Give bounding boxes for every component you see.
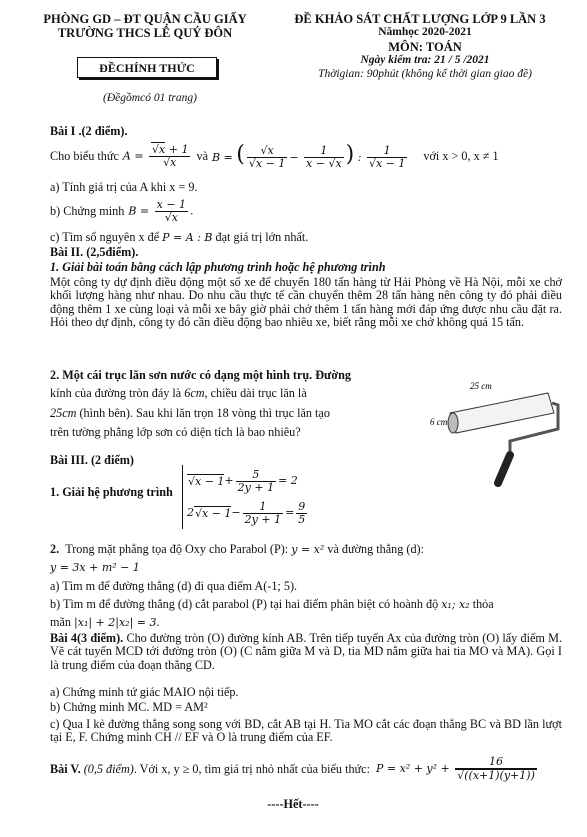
bai1-question-b — [50, 197, 194, 225]
bai3-q1 — [50, 485, 173, 500]
exam-duration: Thờigian: 90phút (không kể thời gian giao đề) — [318, 68, 532, 80]
bai1-question-a: a) Tính giá trị của A khi x = 9. — [50, 180, 198, 194]
bai3-q2b-text: b) Tìm m để đường thẳng (d) cắt parabol (P) tại hai điểm phân biệt có hoành độ — [50, 597, 439, 611]
expr-P-min: P = x² + y² + $\frac{16}{√((x+1)(y+1))}$ — [375, 755, 535, 782]
expr-P: P = A : B — [162, 231, 213, 244]
bai4-text: Cho đường tròn (O) đường kính AB. Trên tiếp tuyến Ax của đường tròn (O) lấy điểm M. Vẽ cát tuyến MCD tới đường tròn (O) (C nằm giữa M và D, tia MD nằm giữa hai tia MO và MA). Gọi I là trung điểm của đoạn thẳng CD. — [50, 631, 563, 672]
bai2-title: Bài II. (2,5điểm). — [50, 245, 139, 259]
school-year: Nămhọc 2020-2021 — [378, 26, 472, 38]
bai3-q2-visible: Trong mặt phẳng tọa độ Oxy cho Parabol (P): — [62, 542, 289, 556]
expr-A: A = $\frac{√x + 1}{√x}$ — [122, 142, 189, 169]
bai1-qb-text: b) Chứng minh — [50, 203, 125, 218]
school-name: TRƯỜNG THCS LÊ QUÝ ĐÔN — [57, 26, 233, 40]
bai4-qc: c) Qua I kẻ đường thẳng song song với BD, cắt AB tại H. Tia MO cắt các đoạn thẳng BC và BD lần lượt tại E, F. Chứng minh CH // EF và O là trung điểm của EF. — [50, 717, 562, 745]
bai1-qc-end: đạt giá trị lớn nhất. — [215, 230, 309, 244]
bai1-and: và — [196, 148, 208, 163]
equation-system: √x − 1 + $\frac{5}{2y + 1}$ = 2 2 √x − 1 − $\frac{1}{2y + 1}$ = $\frac{9}{5}$ — [182, 465, 309, 529]
bai3-q2b — [50, 597, 494, 612]
bai2-p2-l1: 2. Một cái trục lăn sơn nước có dạng một hình trụ. Đường — [50, 368, 351, 382]
roller-cylinder-icon — [450, 393, 554, 433]
bai2-p2-l3b: (hình bên). Sau khi lăn trọn 18 vòng thì trục lăn tạo — [76, 406, 330, 420]
bai5-title: Bài V. — [50, 761, 81, 776]
bai3-q2a: a) Tìm m để đường thẳng (d) đi qua điểm A(-1; 5). — [50, 579, 298, 593]
roller-diameter-label: 6 cm — [430, 417, 448, 427]
bai3-q2b-end: thỏa — [472, 597, 494, 611]
exam-date: Ngày kiểm tra: 21 / 5 /2021 — [360, 54, 490, 66]
bai5-text: . Với x, y ≥ 0, tìm giá trị nhỏ nhất của biểu thức: — [133, 761, 370, 776]
line-eq: y = 3x + m² − 1 — [50, 561, 140, 574]
bai1-expressions — [50, 140, 499, 172]
bai1-title — [50, 124, 128, 139]
paint-roller-figure — [430, 375, 565, 485]
bai1-question-c — [50, 230, 308, 245]
roller-length-label: 25 cm — [470, 381, 492, 391]
bai2-problem1: Một công ty dự định điều động một số xe để chuyển 180 tấn hàng từ Hải Phòng về Hà Nội, mỗi xe chở khối lượng hàng như nhau. Do nhu cầu thực tế cần chuyển thêm 28 tấn hàng nên công ty đó phải điều động thêm 1 xe cùng loại và mỗi xe bây giờ phải chở thêm 1 tấn hàng mới đáp ứng được nhu cầu đặt ra. Hỏi theo dự định, công ty đó cần điều động bao nhiêu xe, biết rằng mỗi xe chở không quá 15 tấn. — [50, 275, 562, 329]
bai1-qc-text: c) Tìm số nguyên x để — [50, 230, 160, 244]
bai2-p2-line4: trên tường phẳng lớp sơn có diện tích là bao nhiêu? — [50, 425, 301, 439]
bai2-p2-l2m: 6cm — [184, 386, 205, 400]
bai4-qb: b) Chứng minh MC. MD = AM² — [50, 700, 208, 714]
bai3-title — [50, 453, 134, 468]
bai3-q2: 2. Trong mặt phẳng tọa độ Oxy cho Parabol (P): y = x² và đường thẳng (d): — [50, 542, 424, 556]
bai3-q1-text: 1. Giải hệ phương trình — [50, 485, 173, 499]
bai3-q2b-man: mãn — [50, 615, 71, 629]
roller-end-icon — [448, 413, 458, 433]
parabol-eq: y = x² — [291, 543, 325, 556]
expr-B: B = ( $\frac{√x}{√x - 1}$ − $\frac{1}{x - √x}$ ) : $\frac{1}{√x - 1}$ — [212, 141, 406, 171]
abs-condition: |x₁| + 2|x₂| = 3 — [74, 616, 157, 629]
bai4-title: Bài 4(3 điểm). — [50, 631, 124, 645]
bai3-q2b-cond: mãn |x₁| + 2|x₂| = 3. — [50, 615, 160, 629]
bai5 — [50, 752, 539, 786]
bai2-sub1: 1. Giải bài toán bằng cách lập phương trình hoặc hệ phương trình — [50, 260, 386, 274]
department-name: PHÒNG GD – ĐT QUẬN CẦU GIẤY — [43, 12, 247, 26]
exam-title: ĐỀ KHẢO SÁT CHẤT LƯỢNG LỚP 9 LẦN 3 — [294, 12, 546, 26]
bai1-title-text: Bài I .(2 điểm). — [50, 124, 128, 138]
bai3-q2-mid: và đường thẳng (d): — [327, 542, 424, 556]
bai1-intro: Cho biểu thức — [50, 148, 119, 163]
bai5-points: (0,5 điểm) — [83, 761, 134, 776]
official-label: ĐỀCHÍNH THỨC — [99, 61, 195, 75]
roller-handle-icon — [498, 455, 510, 483]
bai4-qa: a) Chứng minh tứ giác MAIO nội tiếp. — [50, 685, 239, 699]
end-marker: ----Hết---- — [267, 797, 319, 811]
bai2-p2-line2 — [50, 386, 307, 401]
bai2-p2-l2b: , chiều dài trục lăn là — [204, 386, 307, 400]
bai2-p2-l2a: kính của đường tròn đáy là — [50, 386, 182, 400]
bai3-title-text: Bài III. (2 điểm) — [50, 453, 134, 467]
bai2-p2-line1 — [50, 368, 351, 383]
bai4-problem — [50, 632, 562, 672]
bai1-condition: với x > 0, x ≠ 1 — [423, 148, 499, 163]
bai2-p2-l3a: 25cm — [50, 406, 77, 420]
expr-B-proof: B = $\frac{x - 1}{√x}$ . — [128, 197, 194, 224]
x1-x2: x₁; x₂ — [441, 598, 470, 611]
subject: MÔN: TOÁN — [388, 40, 462, 54]
page-count: (Đềgồmcó 01 trang) — [103, 92, 197, 104]
bai2-p2-line3 — [50, 406, 330, 421]
